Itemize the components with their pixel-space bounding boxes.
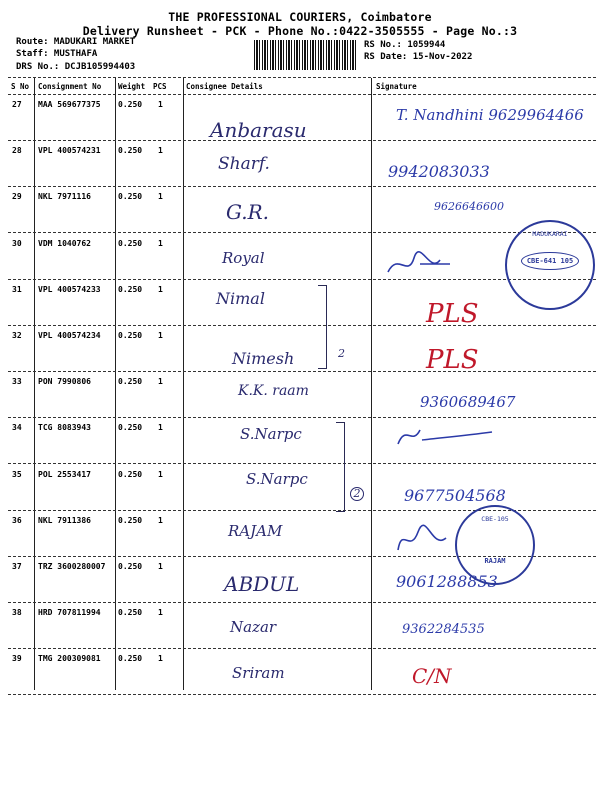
- row-sno: 39: [12, 654, 22, 663]
- row-consignee-name: G.R.: [226, 200, 270, 224]
- col-divider: [371, 78, 372, 690]
- row-consignee-name: Sriram: [232, 664, 285, 682]
- col-divider: [34, 78, 35, 690]
- col-header-pcs: PCS: [153, 82, 167, 91]
- row-divider: [8, 648, 596, 649]
- row-weight: 0.250: [118, 331, 143, 340]
- row-weight: 0.250: [118, 654, 143, 663]
- row-pcs: 1: [158, 100, 163, 109]
- signature-scribble: [392, 420, 502, 450]
- row-sno: 32: [12, 331, 22, 340]
- drs-number: DRS No.: DCJB105994403: [16, 62, 136, 72]
- row-consignee-name: Sharf.: [218, 154, 270, 174]
- row-weight: 0.250: [118, 285, 143, 294]
- row-divider: [8, 417, 596, 418]
- barcode: [254, 40, 358, 70]
- row-pcs: 1: [158, 470, 163, 479]
- stamp-center-text: CBE-105: [481, 515, 509, 523]
- row-divider: [8, 325, 596, 326]
- route-label: Route: MADUKARI MARKET: [16, 37, 136, 47]
- row-pcs: 1: [158, 239, 163, 248]
- col-header-weight: Weight: [118, 82, 146, 91]
- row-sno: 37: [12, 562, 22, 571]
- row-weight: 0.250: [118, 608, 143, 617]
- row-weight: 0.250: [118, 423, 143, 432]
- row-consignment-no: VPL 400574233: [38, 285, 101, 294]
- row-sno: 30: [12, 239, 22, 248]
- bracket-mark: [336, 422, 345, 512]
- row-consignee-name: Anbarasu: [210, 118, 307, 142]
- row-sno: 28: [12, 146, 22, 155]
- row-signature: T. Nandhini 9629964466: [396, 106, 584, 124]
- row-consignment-no: POL 2553417: [38, 470, 91, 479]
- row-consignee-name: RAJAM: [228, 522, 283, 540]
- bracket-count: 2: [350, 487, 364, 501]
- row-divider: [8, 602, 596, 603]
- row-weight: 0.250: [118, 516, 143, 525]
- col-header-sno: S No: [11, 82, 30, 91]
- row-divider: [8, 694, 596, 695]
- row-signature: 9360689467: [420, 393, 516, 411]
- col-header-consignee: Consignee Details: [186, 82, 263, 91]
- row-consignment-no: VDM 1040762: [38, 239, 91, 248]
- row-signature: 9942083033: [388, 162, 490, 181]
- row-pcs: 1: [158, 192, 163, 201]
- staff-label: Staff: MUSTHAFA: [16, 49, 98, 59]
- stamp-ring-text: MADUKARAI: [532, 230, 568, 238]
- row-consignment-no: NKL 7971116: [38, 192, 91, 201]
- row-weight: 0.250: [118, 192, 143, 201]
- row-signature: PLS: [426, 299, 479, 329]
- table-top-rule: [8, 77, 596, 78]
- row-consignment-no: TRZ 3600280007: [38, 562, 106, 571]
- row-consignment-no: PON 7990806: [38, 377, 91, 386]
- col-header-consignment: Consignment No: [38, 82, 102, 91]
- row-consignee-name: S.Narpc: [240, 425, 302, 443]
- bracket-count: 2: [338, 347, 345, 360]
- document-subtitle: Delivery Runsheet - PCK - Phone No.:0422-3505555 - Page No.:3: [82, 24, 518, 38]
- row-pcs: 1: [158, 146, 163, 155]
- row-consignment-no: NKL 7911386: [38, 516, 91, 525]
- row-sno: 36: [12, 516, 22, 525]
- row-consignee-name: K.K. raam: [238, 383, 309, 399]
- row-consignment-no: MAA 569677375: [38, 100, 101, 109]
- row-pcs: 1: [158, 377, 163, 386]
- col-divider: [183, 78, 184, 690]
- col-divider: [115, 78, 116, 690]
- row-sno: 31: [12, 285, 22, 294]
- row-signature: 9362284535: [402, 622, 485, 637]
- row-consignee-name: Nazar: [230, 618, 277, 636]
- document-title: THE PROFESSIONAL COURIERS, Coimbatore: [168, 10, 432, 24]
- row-signature: 9677504568: [404, 486, 506, 505]
- row-signature: 9626646600: [434, 200, 504, 213]
- stamp-center-text: CBE-641 105: [521, 252, 579, 270]
- row-weight: 0.250: [118, 377, 143, 386]
- row-weight: 0.250: [118, 100, 143, 109]
- row-signature: C/N: [412, 664, 452, 688]
- row-weight: 0.250: [118, 146, 143, 155]
- row-consignee-name: Nimesh: [232, 349, 295, 368]
- row-consignment-no: TCG 8083943: [38, 423, 91, 432]
- row-pcs: 1: [158, 423, 163, 432]
- row-pcs: 1: [158, 331, 163, 340]
- row-pcs: 1: [158, 285, 163, 294]
- row-weight: 0.250: [118, 470, 143, 479]
- row-consignee-name: S.Narpc: [246, 470, 308, 488]
- row-sno: 33: [12, 377, 22, 386]
- row-sno: 38: [12, 608, 22, 617]
- row-sno: 34: [12, 423, 22, 432]
- row-pcs: 1: [158, 516, 163, 525]
- row-signature: PLS: [426, 345, 479, 375]
- signature-scribble: [392, 520, 452, 560]
- row-weight: 0.250: [118, 239, 143, 248]
- row-consignment-no: VPL 400574234: [38, 331, 101, 340]
- row-divider: [8, 463, 596, 464]
- signature-scribble: [380, 250, 470, 280]
- row-divider: [8, 371, 596, 372]
- delivery-stamp: [505, 220, 595, 310]
- row-sno: 35: [12, 470, 22, 479]
- row-consignee-name: Nimal: [216, 289, 265, 308]
- bracket-mark: [318, 285, 327, 369]
- rs-number: RS No.: 1059944: [364, 40, 446, 50]
- row-pcs: 1: [158, 562, 163, 571]
- rs-date: RS Date: 15-Nov-2022: [364, 52, 473, 62]
- delivery-stamp: [455, 505, 535, 585]
- row-consignment-no: TMG 200309081: [38, 654, 101, 663]
- row-consignment-no: VPL 400574231: [38, 146, 101, 155]
- col-header-signature: Signature: [376, 82, 417, 91]
- row-consignee-name: ABDUL: [224, 572, 300, 596]
- row-divider: [8, 140, 596, 141]
- row-consignment-no: HRD 707811994: [38, 608, 101, 617]
- row-pcs: 1: [158, 654, 163, 663]
- row-consignee-name: Royal: [222, 249, 265, 267]
- row-sno: 29: [12, 192, 22, 201]
- row-weight: 0.250: [118, 562, 143, 571]
- table-header-rule: [8, 94, 596, 95]
- stamp-ring-text: RAJAM: [484, 557, 506, 565]
- row-pcs: 1: [158, 608, 163, 617]
- row-divider: [8, 186, 596, 187]
- row-sno: 27: [12, 100, 22, 109]
- row-signature: 9061288853: [396, 572, 498, 591]
